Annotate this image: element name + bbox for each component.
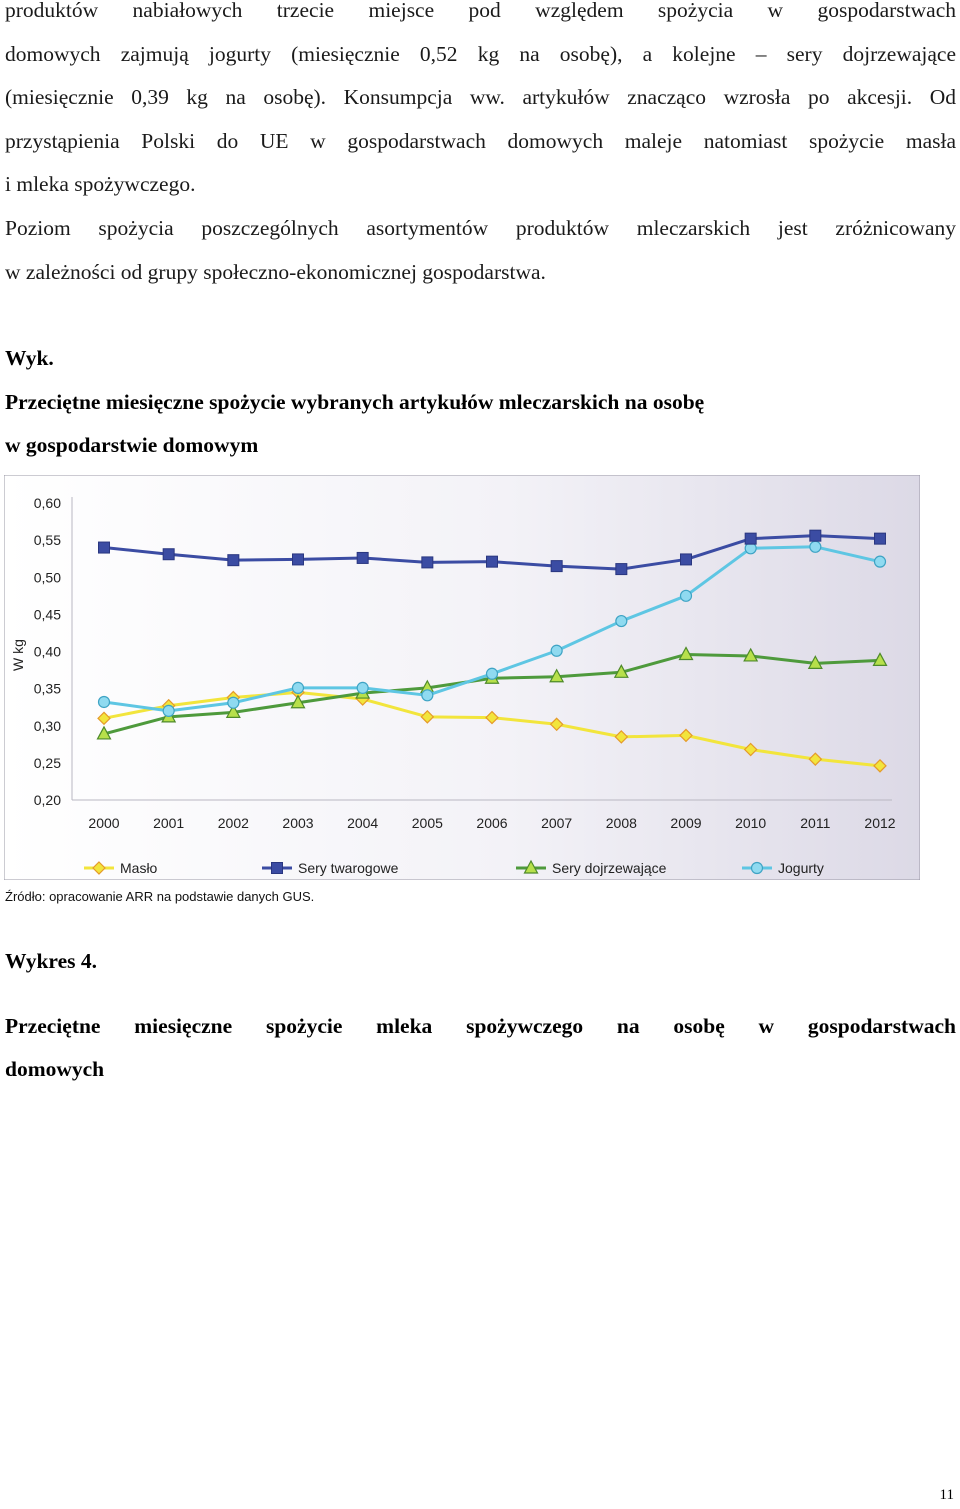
- figure-label-text: Wyk.: [5, 346, 54, 370]
- y-tick-label: 0,55: [33, 532, 61, 549]
- figure-1-label: [5, 337, 956, 380]
- dairy-consumption-chart: [4, 475, 920, 880]
- figure-title-line: Przeciętne miesięczne spożycie mleka spożywczego na osobę w gospodarstwach: [5, 1014, 956, 1038]
- x-tick-label: 2010: [735, 815, 767, 831]
- y-tick-label: 0,35: [33, 680, 61, 697]
- data-point-circle: [357, 682, 368, 693]
- legend-item: [262, 860, 399, 876]
- x-tick-label: 2008: [605, 815, 637, 831]
- data-point-square: [551, 561, 562, 572]
- data-point-square: [422, 557, 433, 568]
- figure-1-title: [5, 381, 956, 467]
- legend-label: Sery twarogowe: [298, 860, 399, 876]
- figure-title-line: w gospodarstwie domowym: [5, 433, 259, 457]
- x-tick-label: 2012: [864, 815, 896, 831]
- figure-title-line: Przeciętne miesięczne spożycie wybranych artykułów mleczarskich na osobę: [5, 390, 705, 414]
- data-point-circle: [681, 590, 692, 601]
- data-point-square: [810, 530, 821, 541]
- data-point-square: [745, 533, 756, 544]
- y-tick-label: 0,40: [33, 643, 61, 660]
- body-paragraph-2: [5, 207, 956, 294]
- x-tick-label: 2000: [88, 815, 120, 831]
- x-tick-label: 2009: [670, 815, 702, 831]
- y-axis-label: W kg: [10, 639, 26, 671]
- y-tick-label: 0,20: [33, 792, 61, 808]
- y-tick-label: 0,60: [33, 495, 61, 511]
- figure-2-title: [5, 1005, 956, 1091]
- y-tick-label: 0,25: [33, 754, 61, 771]
- data-point-square: [228, 555, 239, 566]
- x-tick-label: 2004: [347, 815, 379, 831]
- data-point-square: [272, 863, 283, 874]
- data-point-circle: [163, 705, 174, 716]
- legend-label: Sery dojrzewające: [552, 860, 667, 876]
- x-tick-label: 2011: [800, 815, 831, 831]
- legend-label: Jogurty: [778, 860, 824, 876]
- data-point-circle: [875, 556, 886, 567]
- data-point-circle: [422, 690, 433, 701]
- x-tick-label: 2002: [217, 815, 249, 831]
- text-line: produktów nabiałowych trzecie miejsce pod względem spożycia w gospodarstwach: [5, 0, 956, 22]
- text-line: domowych zajmują jogurty (miesięcznie 0,52 kg na osobę), a kolejne – sery dojrzewające: [5, 41, 956, 66]
- x-tick-label: 2005: [411, 815, 443, 831]
- data-point-square: [875, 533, 886, 544]
- body-paragraph-1: [5, 0, 956, 207]
- page-number: 11: [939, 1487, 954, 1503]
- data-point-square: [99, 542, 110, 553]
- x-tick-label: 2001: [153, 815, 185, 831]
- x-tick-label: 2003: [282, 815, 314, 831]
- data-point-square: [357, 552, 368, 563]
- x-tick-label: 2007: [541, 815, 573, 831]
- data-point-circle: [487, 668, 498, 679]
- legend-label: Masło: [120, 860, 158, 876]
- text-line: i mleka spożywczego.: [5, 172, 196, 196]
- text-line: (miesięcznie 0,39 kg na osobę). Konsumpcja ww. artykułów znacząco wzrosła po akcesji. Od: [5, 85, 956, 109]
- figure-2-label: [5, 940, 956, 983]
- text-line: w zależności od grupy społeczno-ekonomicznej gospodarstwa.: [5, 259, 546, 284]
- data-point-square: [487, 556, 498, 567]
- data-point-circle: [616, 616, 627, 627]
- figure-label-text: Wykres 4.: [5, 949, 97, 973]
- figure-source-note: Źródło: opracowanie ARR na podstawie danych GUS.: [5, 889, 315, 904]
- data-point-circle: [228, 697, 239, 708]
- y-tick-label: 0,45: [33, 606, 61, 623]
- text-line: przystąpienia Polski do UE w gospodarstwach domowych maleje natomiast spożycie masła: [5, 128, 956, 153]
- y-tick-label: 0,30: [33, 717, 61, 734]
- data-point-circle: [551, 645, 562, 656]
- x-tick-label: 2006: [476, 815, 508, 831]
- data-point-square: [616, 564, 627, 575]
- data-point-circle: [293, 682, 304, 693]
- figure-title-line: domowych: [5, 1057, 105, 1081]
- chart-svg: [4, 475, 920, 880]
- data-point-square: [681, 554, 692, 565]
- data-point-square: [163, 549, 174, 560]
- data-point-circle: [752, 863, 763, 874]
- text-line: Poziom spożycia poszczególnych asortymentów produktów mleczarskich jest zróżnicowany: [5, 216, 956, 240]
- y-tick-label: 0,50: [33, 569, 61, 586]
- data-point-square: [293, 554, 304, 565]
- data-point-circle: [810, 541, 821, 552]
- data-point-circle: [99, 696, 110, 707]
